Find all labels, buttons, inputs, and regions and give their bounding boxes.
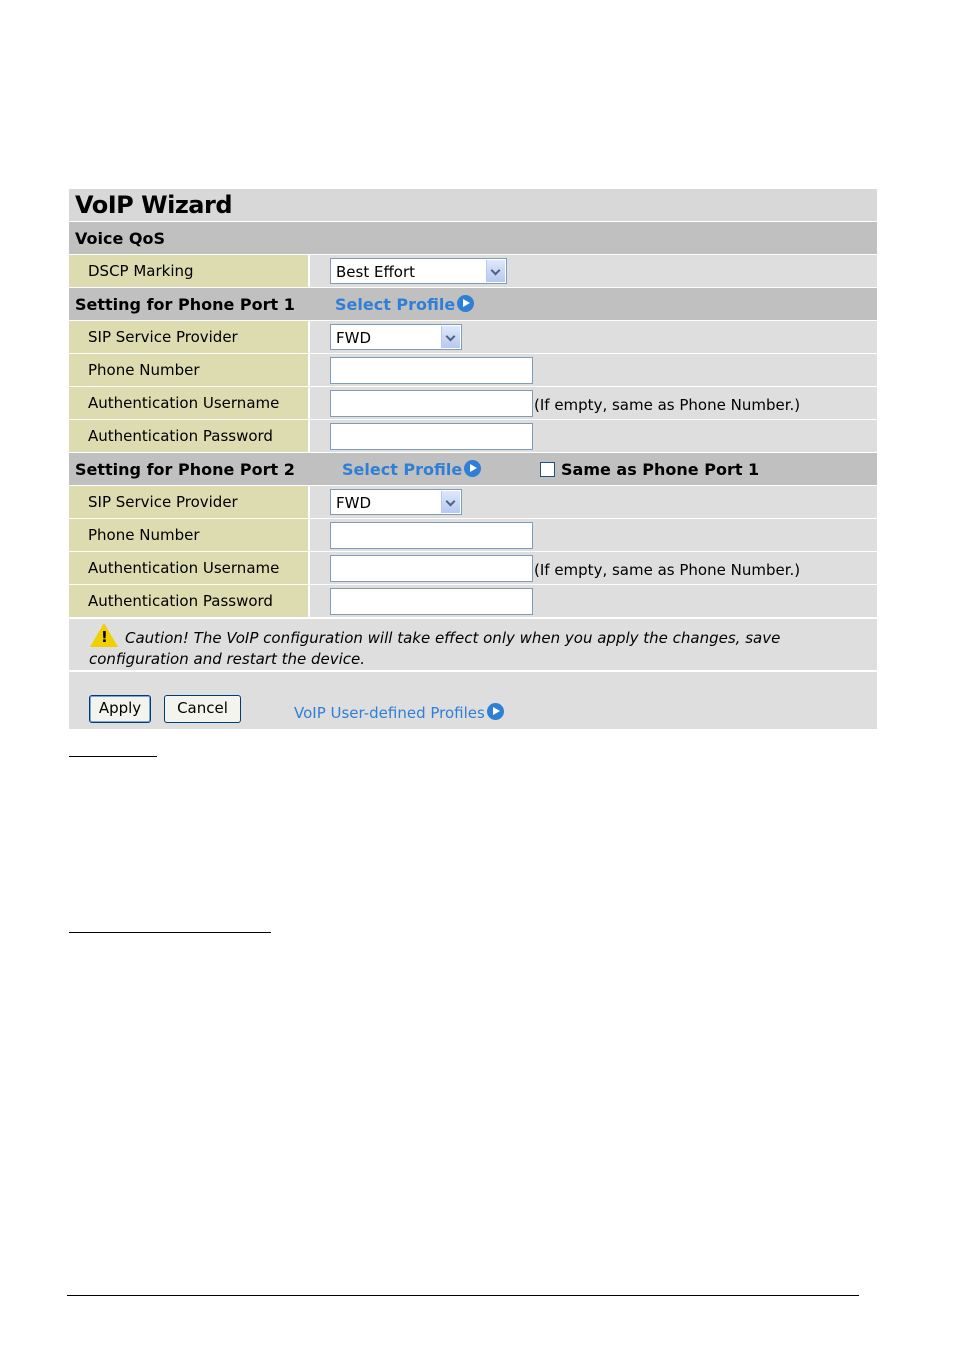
button-row [69,672,877,729]
user-defined-profiles-link[interactable]: VoIP User-defined Profiles [294,703,504,722]
port2-sip-row [69,486,877,519]
port1-phone-input[interactable] [330,357,533,384]
chevron-down-icon[interactable] [486,260,505,282]
port2-auth-pass-row [69,585,877,618]
port1-phone-row [69,354,877,387]
voice-qos-section [69,222,877,255]
port1-sip-select[interactable] [330,324,462,350]
port1-sip-value: FWD [336,329,372,347]
port1-auth-pass-input[interactable] [330,423,533,450]
port1-sip-label: SIP Service Provider [88,328,238,346]
divider-medium [69,932,271,933]
port2-phone-row [69,519,877,552]
port1-section [69,288,877,321]
port2-sip-label: SIP Service Provider [88,493,238,511]
wizard-title-bar [69,189,877,222]
footer-divider [67,1295,859,1296]
chevron-down-icon[interactable] [441,326,460,348]
port2-section [69,453,877,486]
arrow-circle-icon [487,703,504,720]
caution-text: Caution! The VoIP configuration will take effect only when you apply the changes, save configuration and restart the device. [89,629,781,668]
same-as-port1-checkbox[interactable] [540,462,555,477]
voice-qos-heading: Voice QoS [75,229,166,248]
dscp-marking-value: Best Effort [336,263,416,281]
caution-row: ! Caution! The VoIP configuration will take effect only when you apply the changes, save configuration and restart the device. [69,619,877,671]
port2-heading: Setting for Phone Port 2 [75,460,295,479]
apply-button[interactable]: Apply [89,695,151,723]
voip-wizard-panel [69,189,877,729]
port1-auth-user-hint: (If empty, same as Phone Number.) [534,396,801,414]
port1-heading: Setting for Phone Port 1 [75,295,295,314]
port1-auth-pass-row [69,420,877,453]
port1-phone-label: Phone Number [88,361,200,379]
cancel-button[interactable]: Cancel [164,695,241,723]
port1-sip-row [69,321,877,354]
port2-sip-value: FWD [336,494,372,512]
port2-auth-pass-input[interactable] [330,588,533,615]
port1-auth-user-row [69,387,877,420]
port2-phone-input[interactable] [330,522,533,549]
dscp-marking-row [69,255,877,288]
port2-auth-pass-label: Authentication Password [88,592,273,610]
port2-auth-user-input[interactable] [330,555,533,582]
port1-select-profile-link[interactable]: Select Profile [335,295,474,314]
port1-auth-user-label: Authentication Username [88,394,280,412]
port1-auth-user-input[interactable] [330,390,533,417]
port2-auth-user-hint: (If empty, same as Phone Number.) [534,561,801,579]
wizard-title: VoIP Wizard [75,191,233,219]
port2-auth-user-label: Authentication Username [88,559,280,577]
divider-short [69,756,157,757]
port2-phone-label: Phone Number [88,526,200,544]
port2-auth-user-row [69,552,877,585]
port2-select-profile-link[interactable]: Select Profile [342,460,481,479]
port2-sip-select[interactable] [330,489,462,515]
port1-auth-pass-label: Authentication Password [88,427,273,445]
arrow-circle-icon [464,460,481,477]
same-as-port1-label[interactable]: Same as Phone Port 1 [561,460,760,479]
dscp-marking-select[interactable] [330,258,507,284]
arrow-circle-icon [457,295,474,312]
dscp-marking-label: DSCP Marking [88,262,194,280]
chevron-down-icon[interactable] [441,491,460,513]
